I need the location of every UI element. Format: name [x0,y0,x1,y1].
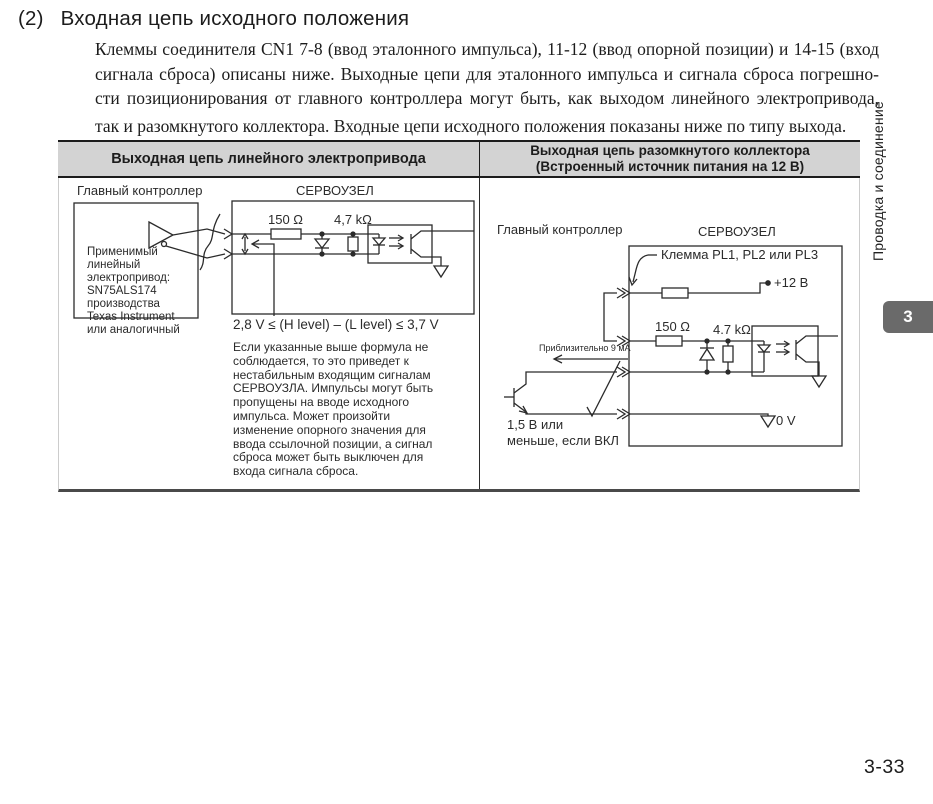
current-9ma-label: Приблизительно 9 мА [539,343,631,353]
driver-note-line: линейный [87,259,141,271]
wire [514,403,617,414]
table-body-row [58,178,860,492]
entry-chevron-icon [224,249,232,259]
driver-note-line: Применимый [87,246,158,258]
optocoupler-box [752,326,818,376]
on-voltage-line: меньше, если ВКЛ [507,432,619,448]
driver-note-line: электропривод: [87,272,171,284]
intro-line: Клеммы соединителя CN1 7-8 (ввод эталонного импульса), 11-12 (ввод опорной позиции) и 14-15 (вход [95,39,879,59]
diode-icon [700,349,714,360]
intro-line: сигнала сброса) описаны ниже. Выходные цепи для эталонного импульса и сигнала сброса погрешно- [95,63,879,84]
wire [629,414,768,416]
driver-note-line: Texas Instrument [87,311,175,323]
intro-line: так и разомкнутого коллектора. Входные цепи исходного положения показаны ниже по типу выхода. [95,115,847,136]
resistor-4k7-label: 4.7 kΩ [713,322,751,337]
open-collector-circuit-cell [480,178,859,489]
wire [604,293,617,341]
host-controller-label: Главный контроллер [497,222,623,237]
formula-pointer [253,244,274,316]
intro-paragraph [95,37,879,138]
caution-note-line: СЕРВОУЗЛА. Импульсы могут быть [233,381,434,396]
caution-note-line: сброса может быть выключен для [233,450,424,465]
pullup-resistor [662,288,688,298]
led-icon [758,345,770,352]
voltage-formula: 2,8 V ≤ (H level) – (L level) ≤ 3,7 V [233,317,439,332]
resistor-4k7-label: 4,7 kΩ [334,212,372,227]
table-header-open-collector-line2: (Встроенный источник питания на 12 В) [535,159,805,174]
intro-line: сти позиционирования от главного контроллера могут быть, как выходом линейного электропривода, [95,88,879,108]
table-header-open-collector [480,142,860,176]
wire [688,283,768,293]
caution-note-line: импульса. Может произойти [233,408,391,423]
entry-chevron-icon [617,288,630,298]
resistor-150ohm-label: 150 Ω [655,319,691,334]
wire [796,336,838,344]
diode-icon [315,239,329,248]
caution-note-line: Если указанные выше формула не [233,340,429,354]
chapter-number: 3 [903,307,913,326]
section-number: (2) [18,7,44,30]
caution-note-line: пропущены на вводе исходного [233,395,410,410]
ground-icon [812,376,826,387]
on-voltage-line: 1,5 В или [507,417,564,432]
led-icon [373,238,385,245]
table-header-open-collector-line1: Выходная цепь разомкнутого коллектора [530,142,810,158]
resistor-4k7 [723,346,733,362]
servopack-label: СЕРВОУЗЕЛ [698,224,776,239]
entry-chevron-icon [617,367,630,377]
driver-note-line: SN75ALS174 [87,285,157,297]
ground-icon [761,416,775,427]
servopack-label: СЕРВОУЗЕЛ [296,183,374,198]
applicable-driver-note [87,246,180,337]
on-voltage-label [507,417,619,448]
twist-indicator [200,214,220,270]
resistor-150ohm [271,229,301,239]
resistor-4k7 [348,237,358,251]
terminal-label: Клемма PL1, PL2 или PL3 [661,247,819,262]
table-header-line-driver: Выходная цепь линейного электропривода [58,142,480,176]
caution-note-line: входа сигнала сброса. [233,464,359,479]
resistor-150ohm [656,336,682,346]
wire [411,231,432,239]
line-driver-circuit-cell [59,178,480,489]
host-controller-label: Главный контроллер [77,183,203,198]
caution-note [233,341,433,479]
wire [514,372,617,393]
section-title-row [18,7,409,31]
terminal-pointer [633,255,648,282]
caution-note-line: нестабильным входящим сигналам [233,367,431,382]
table-header-row [58,140,860,178]
driver-note-line: производства [87,298,160,310]
page-title: Входная цепь исходного положения [60,7,410,30]
circuit-table [58,140,860,492]
wire [173,229,225,235]
current-path-line [587,361,620,416]
junction-dot [766,281,770,285]
chapter-number-tab [883,301,933,333]
driver-note-line: или аналогичный [87,324,180,336]
wire [796,354,819,376]
entry-chevron-icon [224,229,232,239]
ground-icon [434,266,448,277]
caution-note-line: соблюдается, то это приведет к [233,353,409,368]
caution-note-line: изменение опорного значения для [233,422,426,437]
ground-0v-label: 0 V [776,413,796,428]
page-number: 3-33 [864,756,906,778]
caution-note-line: ввода ссылочной позиции, а сигнал [233,436,433,451]
supply-12v-label: +12 В [774,275,809,290]
resistor-150ohm-label: 150 Ω [268,212,304,227]
sidebar-chapter-title: Проводка и соединение [870,101,886,261]
